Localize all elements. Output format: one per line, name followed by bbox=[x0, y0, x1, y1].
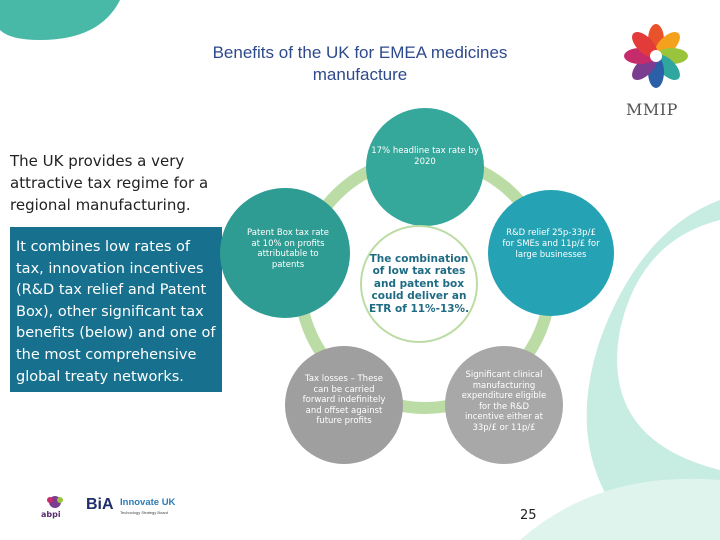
bubble-tax-losses-text: Tax losses – These can be carried forward indefinitely and offset against future profits bbox=[302, 374, 386, 426]
slide-title-line2: manufacture bbox=[312, 65, 408, 84]
mmip-logo-icon bbox=[620, 20, 692, 92]
slide-title-line1: Benefits of the UK for EMEA medicines bbox=[212, 43, 508, 62]
mmip-logo-text: MMIP bbox=[626, 100, 678, 119]
bubble-patent-box bbox=[220, 188, 350, 318]
page-number: 25 bbox=[520, 508, 537, 523]
slide-title bbox=[150, 42, 570, 86]
bia-logo: BiA bbox=[86, 496, 114, 513]
bubble-clinical-expenditure-text: Significant clinical manufacturing expenditure eligible for the R&D incentive either at 33p/£ or 11p/£ bbox=[461, 370, 547, 433]
bubble-clinical-expenditure bbox=[445, 346, 563, 464]
bottom-right-arc bbox=[520, 479, 720, 540]
bubble-rd-relief-text: R&D relief 25p-33p/£ for SMEs and 11p/£ for large businesses bbox=[502, 228, 600, 260]
abpi-logo-text: abpi bbox=[41, 510, 61, 519]
bubble-rd-relief bbox=[488, 190, 614, 316]
bubble-patent-box-text: Patent Box tax rate at 10% on profits attributable to patents bbox=[247, 228, 329, 270]
bubble-combination-text: The combination of low tax rates and patent box could deliver an ETR of 11%-13%. bbox=[368, 252, 470, 315]
top-left-arc bbox=[0, 0, 120, 40]
innovate-uk-logo: Innovate UK bbox=[120, 497, 176, 508]
bubble-combination bbox=[360, 225, 478, 343]
bubble-headline-tax bbox=[366, 108, 484, 226]
bubble-tax-losses bbox=[285, 346, 403, 464]
bubble-headline-tax-text: 17% headline tax rate by 2020 bbox=[371, 146, 479, 167]
innovate-uk-subtitle: Technology Strategy Board bbox=[120, 510, 169, 515]
summary-box: It combines low rates of tax, innovation incentives (R&D tax relief and Patent Box), other significant tax benefits (below) and one of the most comprehensive global treaty networks. bbox=[10, 227, 222, 392]
intro-text: The UK provides a very attractive tax regime for a regional manufacturing. bbox=[10, 152, 209, 214]
